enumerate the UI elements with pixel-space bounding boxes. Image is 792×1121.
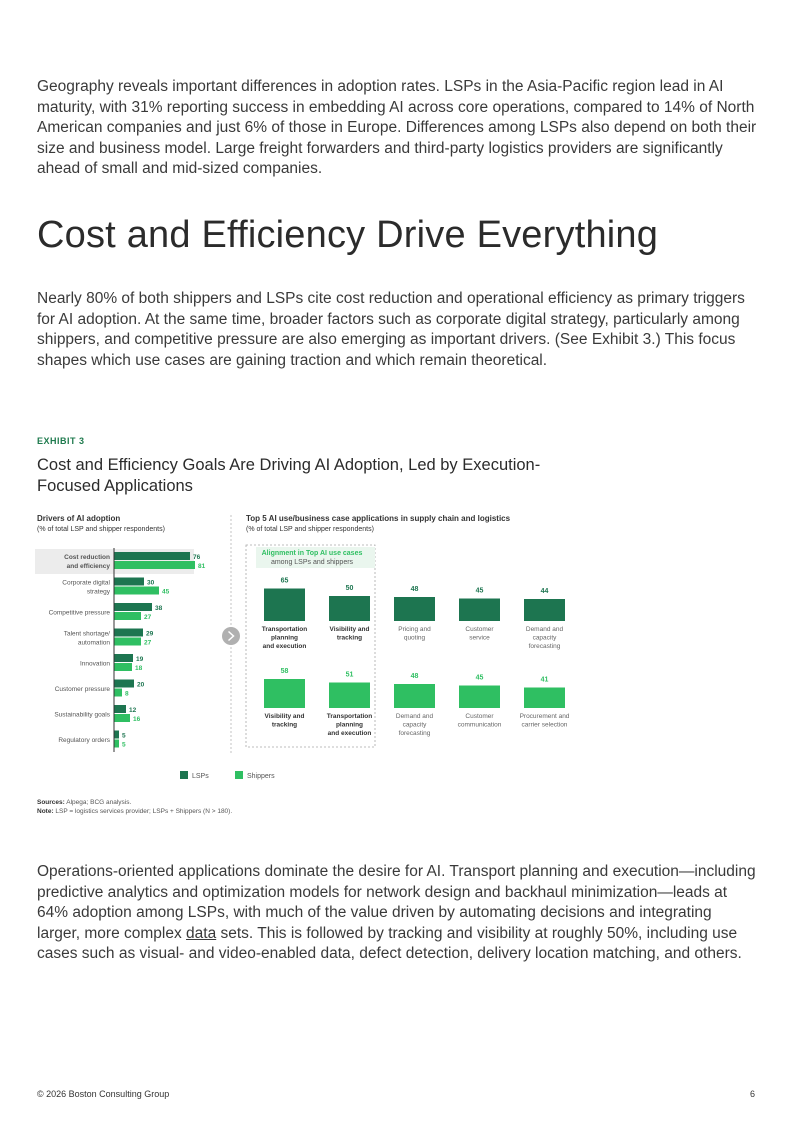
usecase-value-label: 45 [475, 674, 484, 682]
sources-text: Alpega; BCG analysis. [64, 799, 132, 806]
usecase-category-label: capacity [402, 721, 427, 729]
driver-value-label: 12 [129, 706, 137, 714]
driver-bar-shippers [114, 689, 122, 697]
usecase-category-label: Demand and [395, 713, 434, 720]
driver-bar-shippers [114, 612, 141, 620]
usecase-bar-shippers [394, 684, 435, 708]
usecase-value-label: 65 [280, 577, 289, 585]
usecase-value-label: 50 [345, 585, 354, 592]
note-text: LSP = logistics services provider; LSPs + Shippers (N > 180). [53, 808, 233, 815]
exhibit-sources [37, 798, 232, 816]
driver-value-label: 29 [146, 630, 154, 638]
closing-text-before: Operations-oriented applications dominate the desire for AI. Transport planning and execution—including predictive analytics and optimization models for network design and backhaul minimization—leads at 64% adoption among LSPs, with much of the value driven by automating decisions and integrating larger, more complex [37, 863, 756, 942]
driver-label: Cost reduction [64, 554, 110, 561]
driver-label: Customer pressure [54, 686, 110, 693]
usecase-category-label: and execution [327, 730, 372, 737]
driver-bar-lsps [114, 552, 190, 560]
usecase-bar-shippers [329, 683, 370, 709]
usecase-category-label: forecasting [528, 643, 561, 650]
left-chart-subtitle: (% of total LSP and shipper respondents) [37, 526, 165, 533]
usecase-category-label: forecasting [398, 730, 431, 737]
driver-label: Corporate digital [62, 579, 110, 587]
usecase-category-label: Procurement and [519, 713, 570, 720]
usecase-category-label: and execution [262, 643, 307, 650]
driver-label: automation [77, 639, 110, 647]
driver-value-label: 20 [137, 681, 145, 689]
footer-page-number: 6 [749, 1089, 755, 1099]
section-heading: Cost and Efficiency Drive Everything [37, 214, 659, 256]
right-chart-title: Top 5 AI use/business case applications in supply chain and logistics [246, 514, 511, 523]
usecase-category-label: capacity [532, 634, 557, 642]
driver-bar-lsps [114, 680, 134, 688]
usecase-bar-shippers [264, 679, 305, 708]
usecase-category-label: service [469, 634, 490, 642]
driver-bar-lsps [114, 654, 133, 662]
driver-label: Sustainability goals [54, 711, 110, 719]
usecase-category-label: tracking [336, 634, 363, 642]
usecase-bar-shippers [524, 688, 565, 709]
usecase-bar-lsps [524, 599, 565, 621]
usecase-category-label: carrier selection [521, 721, 568, 729]
driver-bar-lsps [114, 578, 144, 586]
legend-label-shippers: Shippers [247, 773, 275, 780]
usecase-category-label: Transportation [261, 626, 308, 633]
usecase-value-label: 45 [475, 587, 484, 595]
sources-line [37, 798, 232, 807]
usecase-value-label: 48 [410, 673, 419, 680]
usecase-category-label: planning [270, 634, 299, 642]
driver-value-label: 30 [147, 579, 155, 587]
driver-value-label: 38 [155, 604, 163, 612]
note-label: Note: [37, 808, 54, 815]
driver-value-label: 27 [144, 613, 152, 621]
usecase-category-label: communication [457, 721, 502, 729]
driver-bar-shippers [114, 714, 130, 722]
driver-label: Competitive pressure [48, 609, 110, 617]
exhibit-label: EXHIBIT 3 [37, 436, 85, 446]
section-paragraph: Nearly 80% of both shippers and LSPs cite cost reduction and operational efficiency as primary triggers for AI adoption. At the same time, broader factors such as corporate digital strategy, particularly among shippers, and competitive pressure are also emerging as important drivers. (See Exhibit 3.) This focus shapes which use cases are gaining traction and which remain theoretical. [37, 290, 745, 369]
note-line [37, 807, 232, 816]
legend-swatch-lsps [180, 771, 188, 779]
driver-value-label: 8 [125, 690, 129, 698]
data-link[interactable]: data [186, 924, 217, 942]
closing-paragraph [37, 862, 757, 965]
driver-bar-lsps [114, 629, 143, 637]
driver-bar-shippers [114, 561, 195, 569]
legend-swatch-shippers [235, 771, 243, 779]
driver-bar-lsps [114, 603, 152, 611]
usecase-bar-lsps [459, 599, 500, 622]
legend-label-lsps: LSPs [192, 773, 209, 780]
usecase-category-label: planning [335, 721, 364, 729]
driver-label: Innovation [80, 660, 110, 668]
driver-bar-shippers [114, 740, 119, 748]
usecase-bar-shippers [459, 686, 500, 709]
usecase-value-label: 48 [410, 586, 419, 593]
closing-text-after: sets. This is followed by tracking and visibility at roughly 50%, including use cases such as visual- and video-enabled data, defect detection, delivery location matching, and others. [37, 924, 742, 962]
driver-bar-shippers [114, 663, 132, 671]
driver-value-label: 5 [122, 732, 126, 740]
driver-bar-shippers [114, 638, 141, 646]
alignment-callout-title: Alignment in Top AI use cases [261, 550, 363, 557]
driver-value-label: 16 [133, 715, 141, 723]
driver-bar-lsps [114, 705, 126, 713]
driver-label: Regulatory orders [58, 737, 110, 744]
driver-value-label: 76 [193, 553, 201, 561]
intro-paragraph: Geography reveals important differences in adoption rates. LSPs in the Asia-Pacific region lead in AI maturity, with 31% reporting success in embedding AI across core operations, compared to 14% of North American companies and just 6% of those in Europe. Differences among LSPs also depend on both their size and business model. Large freight forwarders and third-party logistics providers are significantly ahead of small and mid-sized companies. [37, 78, 757, 177]
driver-value-label: 5 [122, 741, 126, 749]
exhibit-title: Cost and Efficiency Goals Are Driving AI Adoption, Led by Execution-Focused Applications [37, 456, 541, 495]
driver-label: strategy [86, 588, 110, 596]
exhibit-chart [30, 505, 770, 795]
driver-value-label: 45 [162, 588, 170, 596]
driver-value-label: 81 [198, 562, 206, 570]
usecase-value-label: 51 [345, 671, 354, 679]
usecase-bar-lsps [264, 589, 305, 622]
driver-label: and efficiency [66, 563, 110, 570]
usecase-category-label: Customer [465, 626, 494, 633]
usecase-category-label: tracking [271, 721, 298, 729]
right-chart-subtitle: (% of total LSP and shipper respondents) [246, 526, 374, 533]
usecase-value-label: 41 [540, 676, 549, 684]
left-chart-title: Drivers of AI adoption [37, 514, 121, 523]
usecase-category-label: Demand and [525, 626, 564, 633]
usecase-bar-lsps [394, 597, 435, 621]
usecase-category-label: Pricing and [398, 626, 431, 633]
usecase-category-label: quoting [403, 634, 426, 642]
usecase-category-label: Visibility and [329, 626, 370, 633]
driver-value-label: 27 [144, 639, 152, 647]
alignment-callout-subtitle: among LSPs and shippers [270, 559, 354, 566]
driver-value-label: 18 [135, 664, 143, 672]
usecase-bar-lsps [329, 596, 370, 621]
sources-label: Sources: [37, 799, 65, 806]
usecase-category-label: Customer [465, 713, 494, 720]
usecase-value-label: 58 [280, 668, 289, 675]
driver-bar-shippers [114, 587, 159, 595]
arrow-circle [222, 627, 240, 645]
driver-value-label: 19 [136, 655, 144, 663]
footer-copyright: © 2026 Boston Consulting Group [37, 1089, 170, 1099]
usecase-category-label: Transportation [326, 713, 373, 720]
driver-label: Talent shortage/ [63, 630, 110, 638]
usecase-value-label: 44 [540, 588, 549, 595]
driver-bar-lsps [114, 731, 119, 739]
usecase-category-label: Visibility and [264, 713, 305, 720]
